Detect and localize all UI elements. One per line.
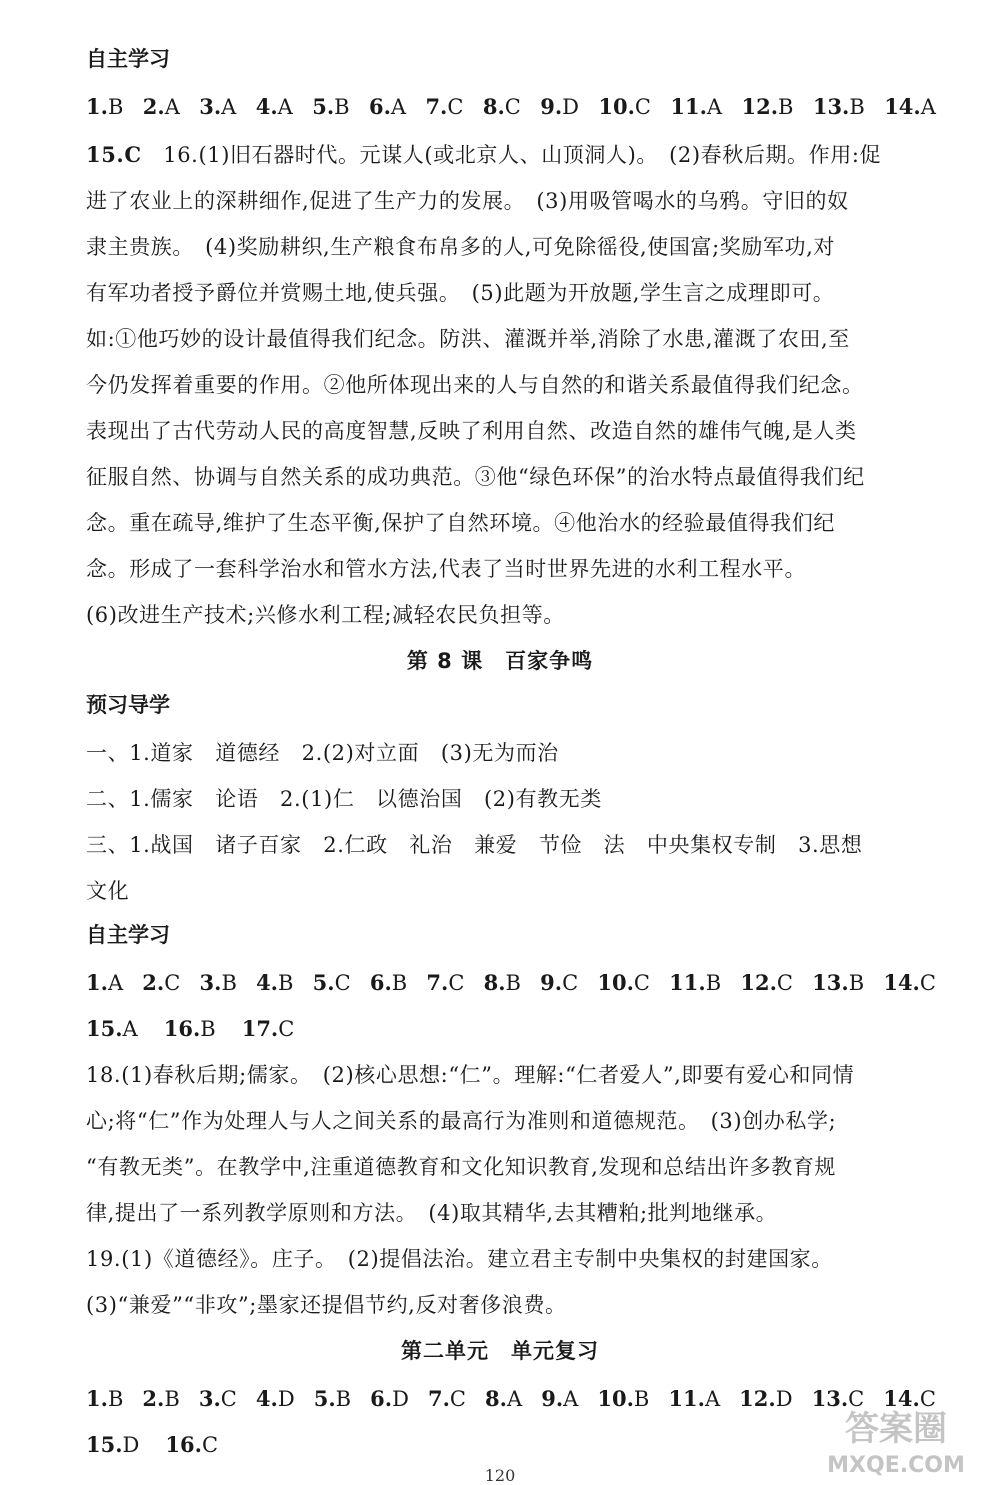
answer-choice: A bbox=[107, 971, 124, 995]
answer-row-2 bbox=[86, 968, 936, 998]
watermark-logo bbox=[806, 1406, 986, 1478]
answer-choice: A bbox=[390, 95, 407, 119]
answer-choice: B bbox=[505, 971, 521, 995]
answer-item bbox=[142, 968, 180, 998]
answer-choice: C bbox=[220, 1387, 237, 1411]
answer-number: 11. bbox=[670, 94, 707, 119]
answer-choice: B bbox=[278, 971, 294, 995]
answer-number: 12. bbox=[741, 94, 779, 119]
answer-item bbox=[256, 968, 293, 998]
answer-choice: C bbox=[334, 971, 351, 995]
q16-line: 今仍发挥着重要的作用。②他所体现出来的人与自然的和谐关系最值得我们纪念。 bbox=[86, 373, 864, 397]
answer-choice: C bbox=[504, 95, 521, 119]
answer-choice: B bbox=[107, 1387, 124, 1411]
q16-line: 表现出了古代劳动人民的高度智慧,反映了利用自然、改造自然的雄伟气魄,是人类 bbox=[86, 419, 857, 443]
answer-number: 6. bbox=[369, 970, 392, 995]
answer-number: 1. bbox=[86, 1386, 108, 1411]
answer-row-2b bbox=[86, 1014, 936, 1044]
answer-choice: D bbox=[562, 95, 579, 119]
answer-item bbox=[165, 1430, 218, 1460]
answer-choice: A bbox=[221, 95, 237, 119]
q16-line: (6)改进生产技术;兴修水利工程;减轻农民负担等。 bbox=[86, 603, 565, 627]
answer-choice: B bbox=[633, 1387, 650, 1411]
q16-line: 隶主贵族。 (4)奖励耕织,生产粮食布帛多的人,可免除徭役,使国富;奖励军功,对 bbox=[86, 235, 836, 259]
answer-number: 12. bbox=[739, 1386, 776, 1411]
answer-choice: B bbox=[848, 971, 865, 995]
section-heading-self-study-1: 自主学习 bbox=[86, 47, 170, 71]
answer-choice: A bbox=[704, 1387, 721, 1411]
answer-item bbox=[812, 968, 864, 998]
answer-choice: C bbox=[776, 971, 793, 995]
answer-item bbox=[670, 92, 722, 122]
answer-choice: C bbox=[919, 1387, 936, 1411]
q18-line: 律,提出了一系列教学原则和方法。 (4)取其精华,去其糟粕;批判地继承。 bbox=[86, 1201, 778, 1225]
answer-choice: A bbox=[277, 95, 293, 119]
answer-choice: A bbox=[122, 1017, 138, 1041]
answer-item bbox=[199, 92, 236, 122]
answer-number: 15. bbox=[86, 1432, 123, 1457]
answer-number: 11. bbox=[668, 1386, 705, 1411]
answer-item bbox=[668, 1384, 720, 1414]
answer-choice: B bbox=[107, 95, 124, 119]
answer-number: 10. bbox=[598, 94, 635, 119]
answer-item bbox=[597, 1384, 649, 1414]
answer-choice: C bbox=[449, 1387, 466, 1411]
answer-item bbox=[86, 1430, 139, 1460]
answer-item bbox=[370, 1384, 409, 1414]
answer-number: 6. bbox=[368, 94, 391, 119]
answer-choice: C bbox=[448, 971, 465, 995]
answer-item bbox=[370, 968, 407, 998]
answer-choice: B bbox=[334, 95, 350, 119]
answer-number: 7. bbox=[426, 970, 449, 995]
watermark-bottom: MXQE.COM bbox=[827, 1453, 965, 1478]
q16-line: 念。形成了一套科学治水和管水方法,代表了当时世界先进的水利工程水平。 bbox=[86, 557, 807, 581]
answer-item bbox=[741, 92, 793, 122]
answer-choice: C bbox=[278, 1017, 295, 1041]
answer-item bbox=[540, 968, 578, 998]
answer-choice: D bbox=[392, 1387, 409, 1411]
answer-number: 16. bbox=[165, 1432, 202, 1457]
answer-number: 16. bbox=[163, 1016, 201, 1041]
answer-number: 14. bbox=[884, 94, 921, 119]
q19-line: (3)“兼爱”“非攻”;墨家还提倡节约,反对奢侈浪费。 bbox=[86, 1293, 567, 1317]
answer-choice: B bbox=[778, 95, 794, 119]
answer-number: 3. bbox=[199, 970, 222, 995]
answer-choice: B bbox=[221, 971, 237, 995]
answer-choice: C bbox=[447, 95, 464, 119]
q16-line: 如:①他巧妙的设计最值得我们纪念。防洪、灌溉并举,消除了水患,灌溉了农田,至 bbox=[86, 327, 850, 351]
answer-number: 3. bbox=[199, 94, 222, 119]
answer-number: 9. bbox=[540, 94, 563, 119]
answer-choice: C bbox=[633, 971, 650, 995]
answer-item bbox=[484, 968, 521, 998]
preview-line: 一、1.道家 道德经 2.(2)对立面 (3)无为而治 bbox=[86, 741, 559, 765]
answer-choice: D bbox=[775, 1387, 793, 1411]
answer-item bbox=[428, 1384, 466, 1414]
answer-choice: C bbox=[164, 971, 181, 995]
answer-item bbox=[598, 92, 651, 122]
page-number: 120 bbox=[484, 1466, 516, 1485]
q15-answer: 15.C bbox=[86, 142, 142, 167]
answer-number: 1. bbox=[86, 94, 108, 119]
answer-item bbox=[426, 968, 464, 998]
answer-choice: C bbox=[848, 1387, 865, 1411]
q18-line: “有教无类”。在教学中,注重道德教育和文化知识教育,发现和总结出许多教育规 bbox=[86, 1155, 837, 1179]
answer-number: 4. bbox=[256, 970, 278, 995]
answer-item bbox=[313, 968, 351, 998]
answer-item bbox=[164, 1014, 216, 1044]
answer-choice: B bbox=[391, 971, 408, 995]
answer-item bbox=[883, 968, 936, 998]
answer-item bbox=[200, 968, 237, 998]
unit-title: 第二单元 单元复习 bbox=[401, 1339, 599, 1363]
answer-item bbox=[312, 92, 349, 122]
answer-number: 17. bbox=[241, 1016, 279, 1041]
answer-choice: C bbox=[634, 95, 651, 119]
answer-number: 14. bbox=[883, 1386, 920, 1411]
answer-number: 4. bbox=[255, 94, 278, 119]
answer-choice: A bbox=[563, 1387, 579, 1411]
answer-number: 1. bbox=[86, 970, 108, 995]
answer-number: 6. bbox=[370, 1386, 393, 1411]
answer-item bbox=[86, 92, 123, 122]
answer-number: 5. bbox=[312, 94, 335, 119]
answer-choice: B bbox=[335, 1387, 352, 1411]
answer-item bbox=[740, 968, 793, 998]
answer-number: 9. bbox=[540, 970, 563, 995]
q16-text-0: 16.(1)旧石器时代。元谋人(或北京人、山顶洞人)。 (2)春秋后期。作用:促 bbox=[163, 143, 882, 167]
answer-row-1 bbox=[86, 92, 936, 122]
answer-number: 8. bbox=[482, 94, 505, 119]
answer-choice: A bbox=[164, 95, 180, 119]
answer-item bbox=[256, 92, 293, 122]
section-heading-self-study-2: 自主学习 bbox=[86, 923, 170, 947]
answer-number: 8. bbox=[485, 1386, 507, 1411]
answer-choice: D bbox=[122, 1433, 140, 1457]
answer-choice: A bbox=[506, 1387, 523, 1411]
answer-item bbox=[540, 92, 579, 122]
answer-item bbox=[739, 1384, 792, 1414]
answer-item bbox=[813, 92, 865, 122]
answer-item bbox=[242, 1014, 295, 1044]
answer-item bbox=[541, 1384, 578, 1414]
q16-line: 有军功者授予爵位并赏赐土地,使兵强。 (5)此题为开放题,学生言之成理即可。 bbox=[86, 281, 835, 305]
q18-line: 心;将“仁”作为处理人与人之间关系的最高行为准则和道德规范。 (3)创办私学; bbox=[86, 1109, 837, 1133]
answer-number: 15. bbox=[86, 1016, 123, 1041]
answer-item bbox=[884, 92, 936, 122]
answer-item bbox=[597, 968, 650, 998]
answer-item bbox=[314, 1384, 351, 1414]
answer-choice: B bbox=[705, 971, 722, 995]
answer-item bbox=[483, 92, 521, 122]
answer-item bbox=[142, 1384, 179, 1414]
answer-number: 13. bbox=[812, 94, 850, 119]
answer-number: 10. bbox=[597, 1386, 634, 1411]
answer-number: 4. bbox=[255, 1386, 278, 1411]
q16-line: 进了农业上的深耕细作,促进了生产力的发展。 (3)用吸管喝水的乌鸦。守旧的奴 bbox=[86, 189, 849, 213]
answer-item bbox=[485, 1384, 522, 1414]
answer-number: 13. bbox=[812, 970, 849, 995]
lesson-title: 第 8 课 百家争鸣 bbox=[406, 649, 594, 673]
answer-number: 9. bbox=[541, 1386, 564, 1411]
answer-choice: B bbox=[164, 1387, 180, 1411]
answer-item bbox=[669, 968, 721, 998]
q19-line: 19.(1)《道德经》。庄子。 (2)提倡法治。建立君主专制中央集权的封建国家。 bbox=[86, 1247, 833, 1271]
watermark-top: 答案圈 bbox=[845, 1409, 947, 1449]
answer-choice: C bbox=[562, 971, 579, 995]
answer-number: 8. bbox=[483, 970, 506, 995]
answer-number: 5. bbox=[313, 1386, 336, 1411]
preview-line: 文化 bbox=[86, 879, 130, 903]
answer-item bbox=[425, 92, 463, 122]
q18-line: 18.(1)春秋后期;儒家。 (2)核心思想:“仁”。理解:“仁者爱人”,即要有爱心和同情 bbox=[86, 1063, 855, 1087]
answer-number: 14. bbox=[883, 970, 920, 995]
answer-item bbox=[369, 92, 406, 122]
q16-line: 征服自然、协调与自然关系的成功典范。③他“绿色环保”的治水特点最值得我们纪 bbox=[86, 465, 865, 489]
answer-number: 2. bbox=[142, 1386, 165, 1411]
answer-item bbox=[143, 92, 180, 122]
answer-number: 7. bbox=[427, 1386, 450, 1411]
answer-item bbox=[86, 1384, 123, 1414]
answer-number: 13. bbox=[811, 1386, 849, 1411]
section-heading-preview: 预习导学 bbox=[86, 693, 170, 717]
answer-item bbox=[256, 1384, 295, 1414]
preview-line: 二、1.儒家 论语 2.(1)仁 以德治国 (2)有教无类 bbox=[86, 787, 602, 811]
answer-number: 2. bbox=[142, 970, 165, 995]
answer-item bbox=[86, 968, 123, 998]
answer-item bbox=[86, 1014, 138, 1044]
answer-choice: A bbox=[706, 95, 723, 119]
answer-item bbox=[199, 1384, 237, 1414]
answer-number: 12. bbox=[740, 970, 777, 995]
q16-line: 念。重在疏导,维护了生态平衡,保护了自然环境。④他治水的经验最值得我们纪 bbox=[86, 511, 835, 535]
answer-number: 3. bbox=[198, 1386, 221, 1411]
answer-number: 2. bbox=[142, 94, 165, 119]
answer-number: 11. bbox=[669, 970, 706, 995]
answer-choice: B bbox=[200, 1017, 216, 1041]
answer-number: 10. bbox=[597, 970, 634, 995]
answer-choice: C bbox=[919, 971, 936, 995]
answer-choice: C bbox=[201, 1433, 219, 1457]
answer-number: 5. bbox=[312, 970, 335, 995]
preview-line: 三、1.战国 诸子百家 2.仁政 礼治 兼爱 节俭 法 中央集权专制 3.思想 bbox=[86, 833, 863, 857]
answer-choice: D bbox=[277, 1387, 295, 1411]
answer-choice: B bbox=[849, 95, 865, 119]
answer-choice: A bbox=[920, 95, 936, 119]
q16-line bbox=[86, 140, 936, 170]
answer-number: 7. bbox=[425, 94, 448, 119]
